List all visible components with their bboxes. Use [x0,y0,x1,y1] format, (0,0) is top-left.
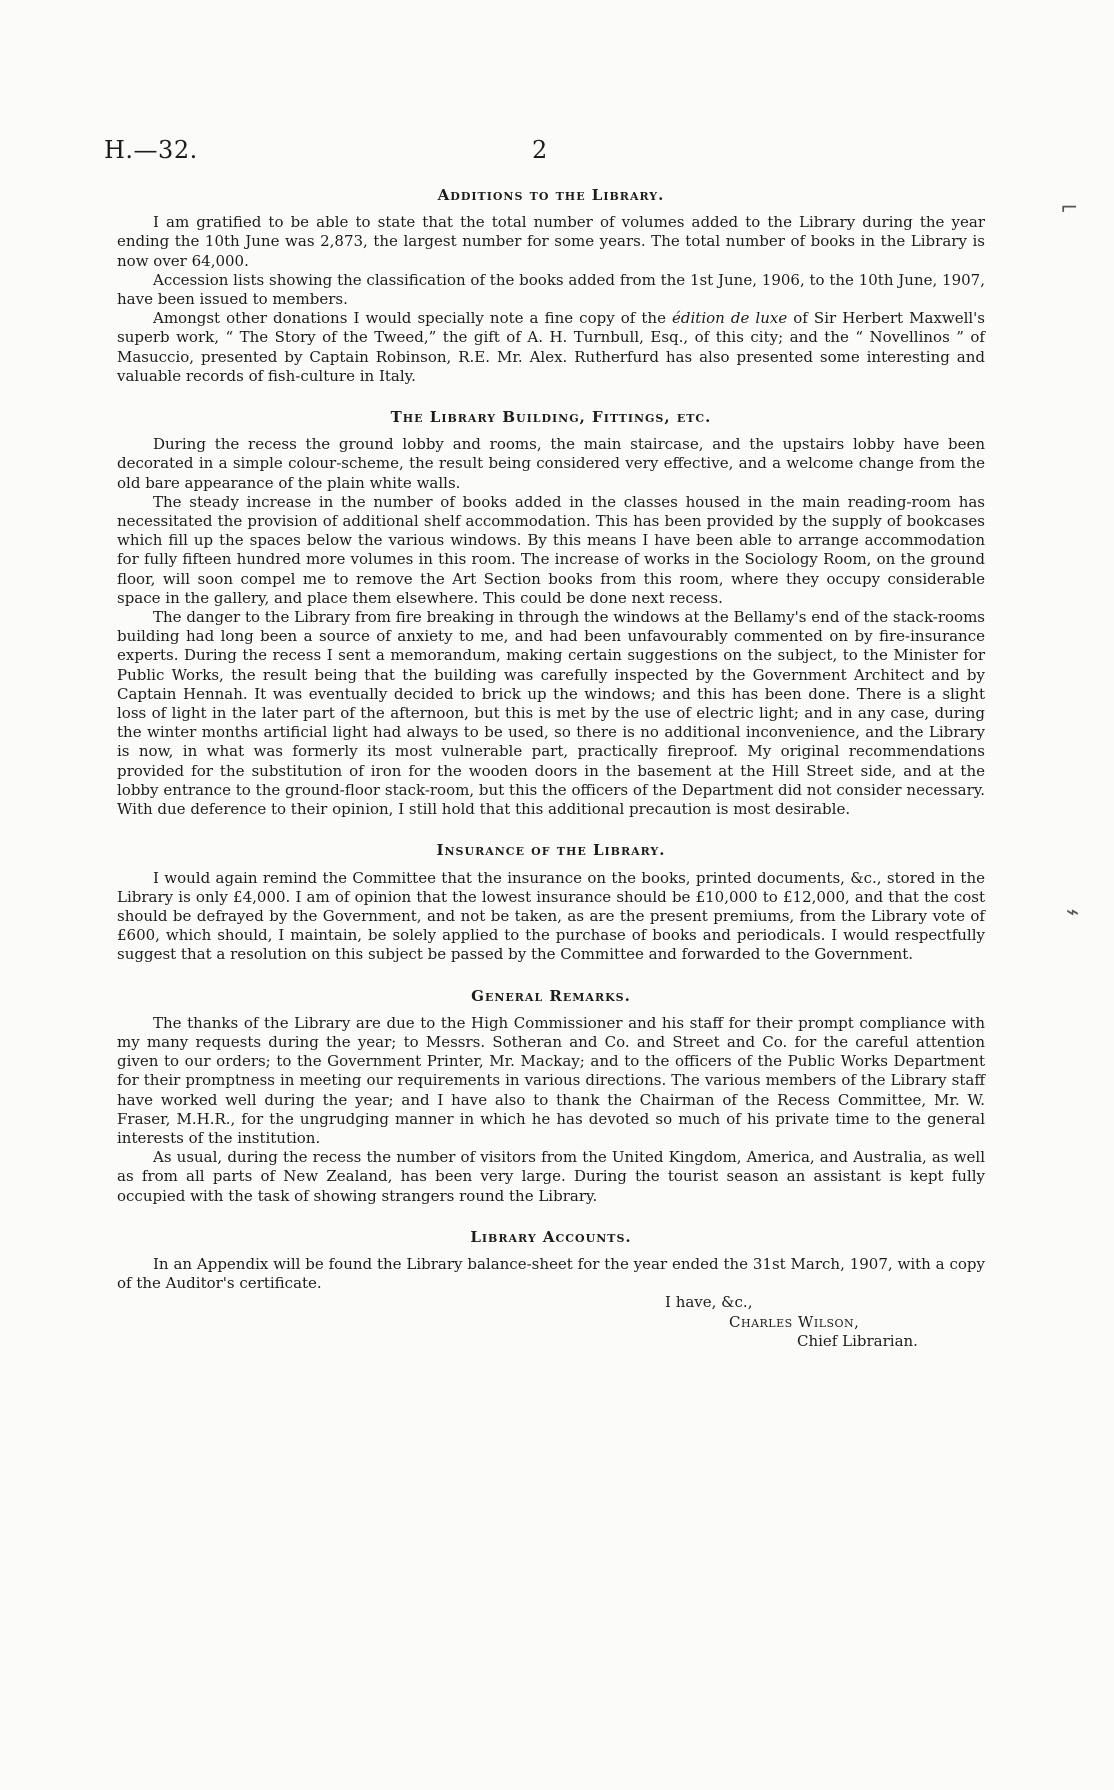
paragraph: The danger to the Library from fire breaking in through the windows at the Bellamy's end of the stack-rooms building had long been a source of anxiety to me, and had been unfavourably commented on by fire-insurance experts. During the recess I sent a memorandum, making certain suggestions on the subject, to the Minister for Public Works, the result being that the building was carefully inspected by the Government Architect and by Captain Hennah. It was eventually decided to brick up the windows; and this has been done. There is a slight loss of light in the later part of the afternoon, but this is met by the use of electric light; and in any case, during the winter months artificial light had always to be used, so there is no additional inconvenience, and the Library is now, in what was formerly its most vulnerable part, practically fireproof. My original recommendations provided for the substitution of iron for the wooden doors in the basement at the Hill Street side, and at the lobby entrance to the ground-floor stack-room, but this the officers of the Department did not consider necessary. With due deference to their opinion, I still hold that this additional precaution is most desirable. [117,608,985,819]
salutation: I have, &c., [665,1293,753,1312]
paragraph: As usual, during the recess the number of visitors from the United Kingdom, America, and Australia, as well as from all parts of New Zealand, has been very large. During the tourist season an assistant is kept fully occupied with the task of showing strangers round the Library. [117,1148,985,1205]
page-reference: H.—32. [104,136,198,164]
paragraph: I would again remind the Committee that the insurance on the books, printed documents, &c., stored in the Library is only £4,000. I am of opinion that the lowest insurance should be £10,000 to £12,000, and that the cost should be defrayed by the Government, and not be taken, as are the present premiums, from the Library vote of £600, which should, I maintain, be solely applied to the purchase of books and periodicals. I would respectfully suggest that a resolution on this subject be passed by the Committee and forwarded to the Government. [117,868,985,964]
section-library-accounts [117,1228,985,1351]
signatory-name: Charles Wilson, [729,1312,860,1331]
paragraph: I am gratified to be able to state that the total number of volumes added to the Library during the year ending the 10th June was 2,873, the largest number for some years. The total number of books in the Library is now over 64,000. [117,213,985,270]
paragraph: During the recess the ground lobby and rooms, the main staircase, and the upstairs lobby have been decorated in a simple colour-scheme, the result being considered very effective, and a welcome change from the old bare appearance of the plain white walls. [117,435,985,492]
section-heading: Library Accounts. [470,1227,632,1246]
emphasis-text: édition de luxe [672,309,788,328]
text-run: of Sir Herbert Maxwell's superb work, “ The Story of the Tweed,” the gift of A. H. Turnbull, Esq., of this city; and the “ Novellinos ” of Masuccio, presented by Captain Robinson, R.E. Mr. Alex. Rutherfurd has also presented some interesting and valuable records of fish-culture in Italy. [117,309,985,385]
paragraph: The steady increase in the number of books added in the classes housed in the main reading-room has necessitated the provision of additional shelf accommodation. This has been provided by the supply of bookcases which fill up the spaces below the various windows. By this means I have been able to arrange accommodation for fully fifteen hundred more volumes in this room. The increase of works in the Sociology Room, on the ground floor, will soon compel me to remove the Art Section books from this room, where they occupy considerable space in the gallery, and place them elsewhere. This could be done next recess. [117,492,985,607]
margin-mark-icon: ⌁ [1066,900,1080,925]
paragraph: The thanks of the Library are due to the High Commissioner and his staff for their prompt compliance with my many requests during the year; to Messrs. Sotheran and Co. and Street and Co. for the careful attention given to our orders; to the Government Printer, Mr. Mackay; and to the officers of the Public Works Department for their promptness in meeting our requirements in various directions. The various members of the Library staff have worked well during the year; and I have also to thank the Chairman of the Recess Committee, Mr. W. Fraser, M.H.R., for the ungrudging manner in which he has devoted so much of his private time to the general interests of the institution. [117,1013,985,1147]
paragraph [117,309,985,386]
signatory-title: Chief Librarian. [797,1331,918,1350]
section-additions [117,186,985,386]
section-heading: General Remarks. [471,986,631,1005]
section-building [117,408,985,819]
text-run: Amongst other donations I would specially note a fine copy of the [153,309,673,328]
page-number: 2 [532,136,548,164]
paragraph: In an Appendix will be found the Library balance-sheet for the year ended the 31st March, 1907, with a copy of the Auditor's certificate. [117,1254,985,1293]
margin-mark-icon: ⌐ [1060,196,1079,221]
section-general-remarks [117,987,985,1206]
paragraph: Accession lists showing the classification of the books added from the 1st June, 1906, to the 10th June, 1907, have been issued to members. [117,270,985,309]
section-heading: Insurance of the Library. [436,841,666,860]
section-heading: Additions to the Library. [437,186,665,204]
document-body [117,186,985,1373]
section-insurance [117,841,985,964]
section-heading: The Library Building, Fittings, etc. [390,408,712,427]
